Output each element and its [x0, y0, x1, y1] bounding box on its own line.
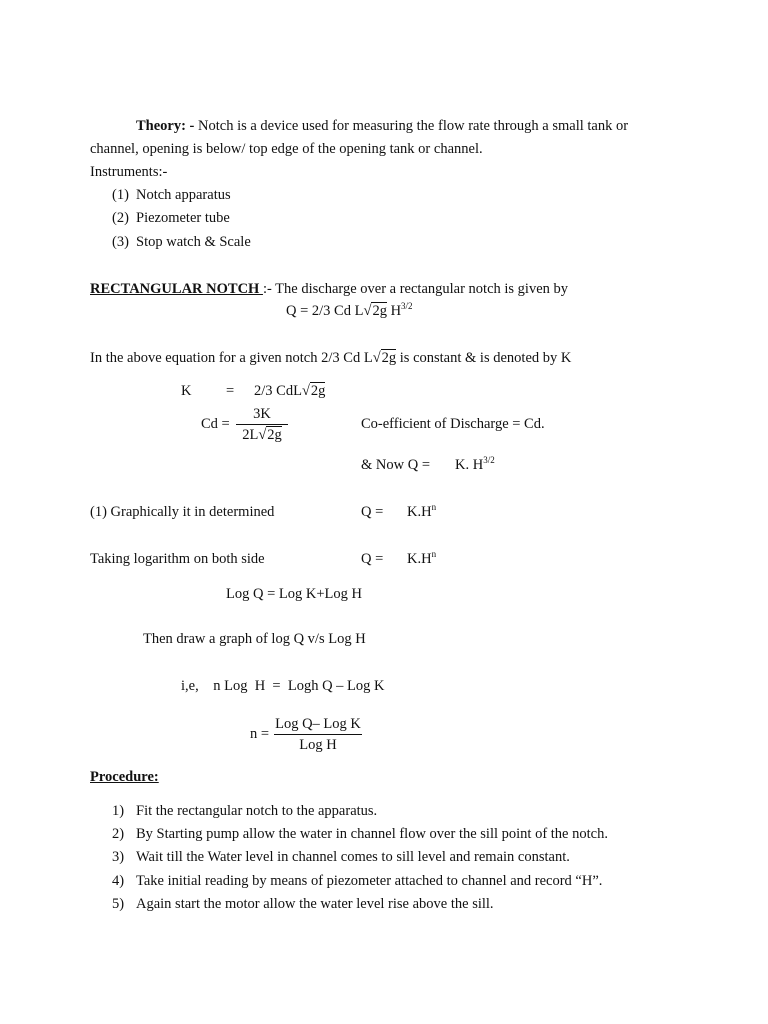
instruments-heading: Instruments:-: [90, 164, 168, 180]
procedure-step: [112, 848, 570, 866]
instrument-index: (2): [112, 210, 129, 226]
k-def-sqrt: 2g: [310, 383, 326, 399]
cd-def-lhs: Cd =: [201, 416, 230, 432]
cd-den-sqrt: 2g: [267, 427, 282, 443]
discharge-eq-lhs: Q = 2/3 Cd L: [286, 303, 364, 319]
log-line-rhs: [407, 550, 436, 568]
graph-line-rhs: [407, 503, 436, 521]
procedure-heading: Procedure:: [90, 769, 159, 785]
graph-line-rhs-text: K.H: [407, 504, 432, 520]
cd-note: Co-efficient of Discharge = Cd.: [361, 416, 545, 432]
n-fraction-denominator: Log H: [299, 737, 337, 753]
instrument-label: Stop watch & Scale: [136, 234, 251, 250]
k-def-rhs: [254, 382, 325, 400]
instrument-item: [112, 186, 231, 204]
now-q-exponent: 3/2: [483, 455, 495, 465]
procedure-step-text: Wait till the Water level in channel comes to sill level and remain constant.: [136, 849, 570, 865]
instrument-item: [112, 209, 230, 227]
theory-text-line2: channel, opening is below/ top edge of the opening tank or channel.: [90, 141, 483, 157]
instrument-index: (1): [112, 187, 129, 203]
theory-heading: Theory: -: [136, 118, 195, 134]
graph-line-q: Q =: [361, 504, 384, 520]
procedure-step-index: 1): [112, 803, 125, 819]
sqrt-symbol: √: [301, 383, 310, 399]
log-line-q: Q =: [361, 551, 384, 567]
sqrt-symbol: √: [258, 427, 267, 443]
rect-notch-line: [90, 280, 568, 298]
discharge-eq-sqrt: 2g: [372, 303, 387, 319]
now-q-text: & Now Q =: [361, 457, 430, 473]
procedure-step-index: 4): [112, 873, 125, 889]
procedure-step-index: 5): [112, 896, 125, 912]
fraction-bar: [274, 734, 362, 735]
sqrt-symbol: √: [372, 350, 381, 366]
k-def-eq: =: [226, 383, 235, 399]
instrument-item: [112, 233, 251, 251]
cd-fraction-numerator: 3K: [253, 406, 271, 422]
discharge-equation: [286, 302, 413, 320]
graph-instruction: Then draw a graph of log Q v/s Log H: [143, 631, 366, 647]
procedure-step-text: By Starting pump allow the water in channel flow over the sill point of the notch.: [136, 826, 608, 842]
constant-line-pre: In the above equation for a given notch 2/3 Cd L: [90, 350, 373, 366]
discharge-eq-tail: H: [386, 303, 402, 319]
discharge-eq-exponent: 3/2: [401, 301, 413, 311]
procedure-step: [112, 872, 602, 890]
n-fraction-numerator: Log Q– Log K: [275, 716, 361, 732]
sqrt-symbol: √: [363, 303, 372, 319]
cd-fraction-denominator: [236, 426, 288, 444]
procedure-step: [112, 802, 377, 820]
cd-den-pre: 2L: [242, 427, 259, 443]
rect-notch-heading: RECTANGULAR NOTCH: [90, 281, 263, 297]
theory-paragraph: [136, 117, 628, 135]
instrument-label: Notch apparatus: [136, 187, 231, 203]
rect-notch-text: :- The discharge over a rectangular notch is given by: [262, 281, 569, 297]
graph-line-exponent: n: [431, 502, 437, 512]
n-frac-lhs: n =: [250, 726, 270, 742]
procedure-step-text: Again start the motor allow the water level rise above the sill.: [136, 896, 494, 912]
constant-line-post: is constant & is denoted by K: [396, 350, 572, 366]
now-q-rhs-text: K. H: [455, 457, 484, 473]
fraction-bar: [236, 424, 288, 425]
procedure-step: [112, 895, 494, 913]
log-equation: Log Q = Log K+Log H: [226, 586, 362, 602]
constant-line: [90, 349, 571, 367]
procedure-step-text: Fit the rectangular notch to the apparatus.: [136, 803, 378, 819]
k-def-rhs-text: 2/3 CdL: [254, 383, 302, 399]
procedure-step-index: 3): [112, 849, 125, 865]
procedure-step-text: Take initial reading by means of piezometer attached to channel and record “H”.: [136, 873, 603, 889]
log-line-left: Taking logarithm on both side: [90, 551, 265, 567]
instrument-index: (3): [112, 234, 129, 250]
log-line-exponent: n: [431, 549, 437, 559]
now-q-rhs: [455, 456, 495, 474]
ie-line: i,e, n Log H = Logh Q – Log K: [181, 678, 385, 694]
cd-fraction: [236, 405, 288, 444]
k-def-lhs: K: [181, 383, 192, 399]
constant-line-sqrt: 2g: [381, 350, 397, 366]
log-line-rhs-text: K.H: [407, 551, 432, 567]
n-fraction: [274, 715, 362, 754]
procedure-step-index: 2): [112, 826, 125, 842]
instrument-label: Piezometer tube: [136, 210, 230, 226]
graph-line-left: (1) Graphically it in determined: [90, 504, 275, 520]
theory-text-line1: Notch is a device used for measuring the flow rate through a small tank or: [194, 118, 629, 134]
procedure-step: [112, 825, 608, 843]
